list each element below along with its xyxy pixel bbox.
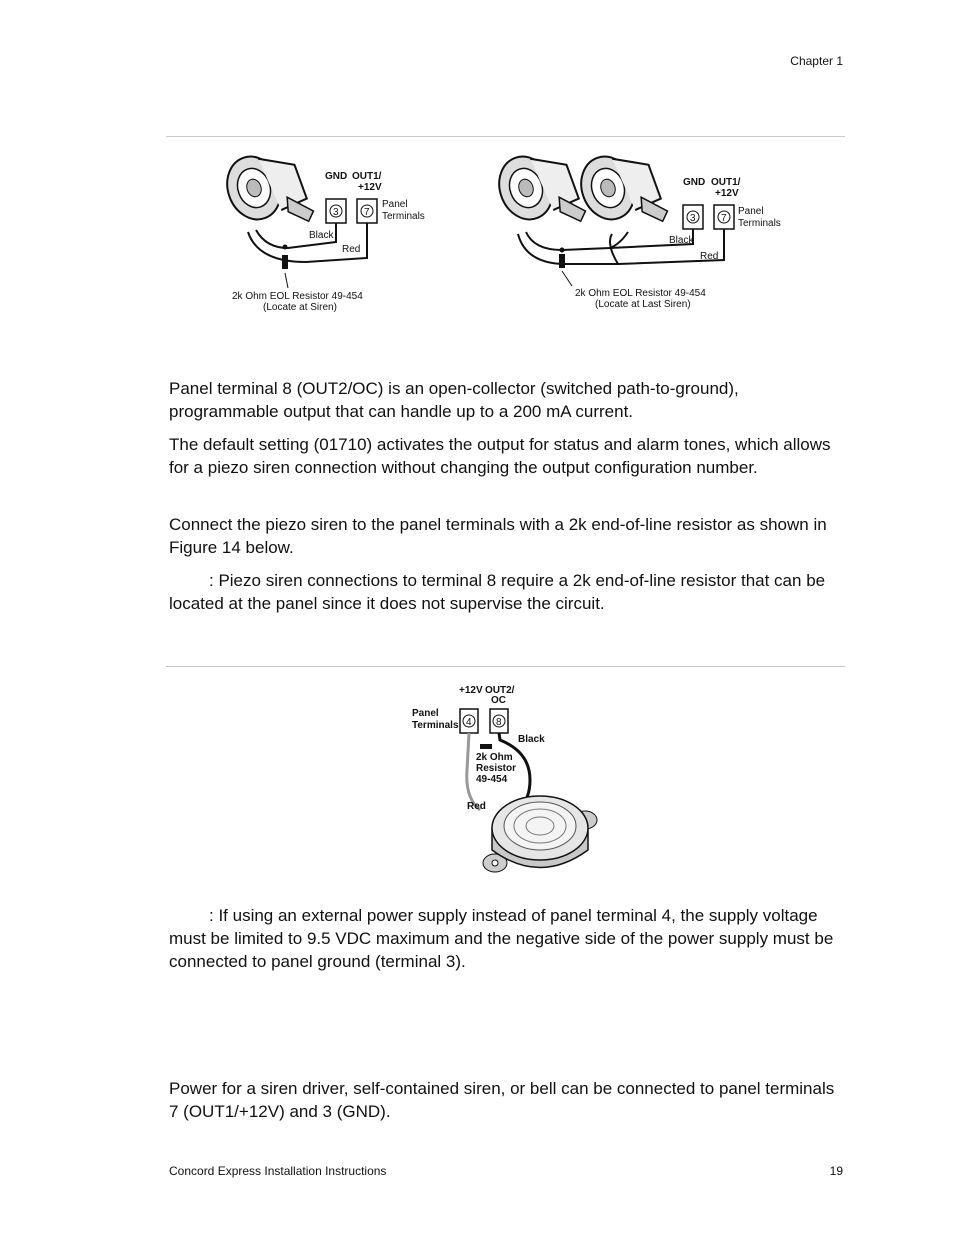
red-wire-label: Red	[342, 244, 361, 255]
red-wire-label: Red	[700, 251, 719, 262]
terminal-3-number: 3	[333, 207, 339, 218]
panel-label: Panel	[738, 206, 764, 217]
paragraph-siren-power: Power for a siren driver, self-contained siren, or bell can be connected to panel terminals 7 (OUT1/+12V) and 3 (GND).	[169, 1079, 835, 1121]
v12-label: +12V	[459, 685, 483, 696]
paragraph-default-setting: The default setting (01710) activates the output for status and alarm tones, which allows for a piezo siren connection without changing the output configuration number.	[169, 435, 831, 477]
resistor-location: (Locate at Last Siren)	[595, 299, 691, 310]
terminals-label: Terminals	[738, 218, 781, 229]
black-wire-label: Black	[669, 235, 694, 246]
left-siren-diagram	[219, 142, 425, 313]
gnd-label: GND	[683, 177, 706, 188]
panel-label: Panel	[412, 708, 439, 719]
siren-wiring-diagram	[166, 140, 845, 340]
paragraph-connect-piezo: Connect the piezo siren to the panel terminals with a 2k end-of-line resistor as shown in Figure 14 below.	[169, 515, 827, 557]
footer-title: Concord Express Installation Instructions	[169, 1164, 387, 1178]
resistor-label: 2k Ohm	[476, 752, 513, 763]
eol-resistor	[559, 254, 565, 268]
out1-label: OUT1/	[711, 177, 741, 188]
siren-icon	[491, 142, 589, 244]
resistor-part-number: 49-454	[476, 774, 508, 785]
terminal-4-number: 4	[466, 717, 472, 728]
v12-label: +12V	[358, 182, 382, 193]
eol-resistor	[282, 255, 288, 269]
out2-label: OUT2/	[485, 685, 515, 696]
resistor-location: (Locate at Siren)	[263, 302, 337, 313]
figure-rule	[166, 666, 845, 667]
resistor-label: 2k Ohm EOL Resistor 49-454	[232, 291, 363, 302]
page-number: 19	[829, 1164, 843, 1178]
piezo-siren-icon	[483, 796, 597, 872]
red-wire-label: Red	[467, 801, 486, 812]
terminal-8-number: 8	[496, 717, 502, 728]
terminals-label: Terminals	[412, 720, 459, 731]
note-piezo-eol: : Piezo siren connections to terminal 8 require a 2k end-of-line resistor that can be located at the panel since it does not supervise the circuit.	[169, 571, 826, 613]
resistor	[480, 744, 492, 749]
terminals-label: Terminals	[382, 211, 425, 222]
note-external-power: : If using an external power supply instead of panel terminal 4, the supply voltage must be limited to 9.5 VDC maximum and the negative side of the power supply must be connected to panel ground (terminal 3).	[169, 906, 834, 971]
black-wire-label: Black	[309, 230, 334, 241]
terminal-7-number: 7	[721, 213, 727, 224]
paragraph-out2: Panel terminal 8 (OUT2/OC) is an open-collector (switched path-to-ground), programmable output that can handle up to a 200 mA current.	[169, 379, 739, 421]
chapter-header: Chapter 1	[790, 54, 843, 68]
figure-top-rule	[166, 136, 845, 137]
oc-label: OC	[491, 695, 506, 706]
terminal-3-number: 3	[690, 213, 696, 224]
resistor-label: 2k Ohm EOL Resistor 49-454	[575, 288, 706, 299]
gnd-label: GND	[325, 171, 348, 182]
resistor-label-2: Resistor	[476, 763, 517, 774]
terminal-7-number: 7	[364, 207, 370, 218]
black-wire-label: Black	[518, 734, 545, 745]
piezo-wiring-diagram	[400, 680, 600, 885]
out1-label: OUT1/	[352, 171, 382, 182]
panel-label: Panel	[382, 199, 408, 210]
siren-icon	[573, 142, 671, 244]
v12-label: +12V	[715, 188, 739, 199]
right-siren-diagram	[491, 142, 781, 310]
siren-icon	[219, 142, 317, 244]
